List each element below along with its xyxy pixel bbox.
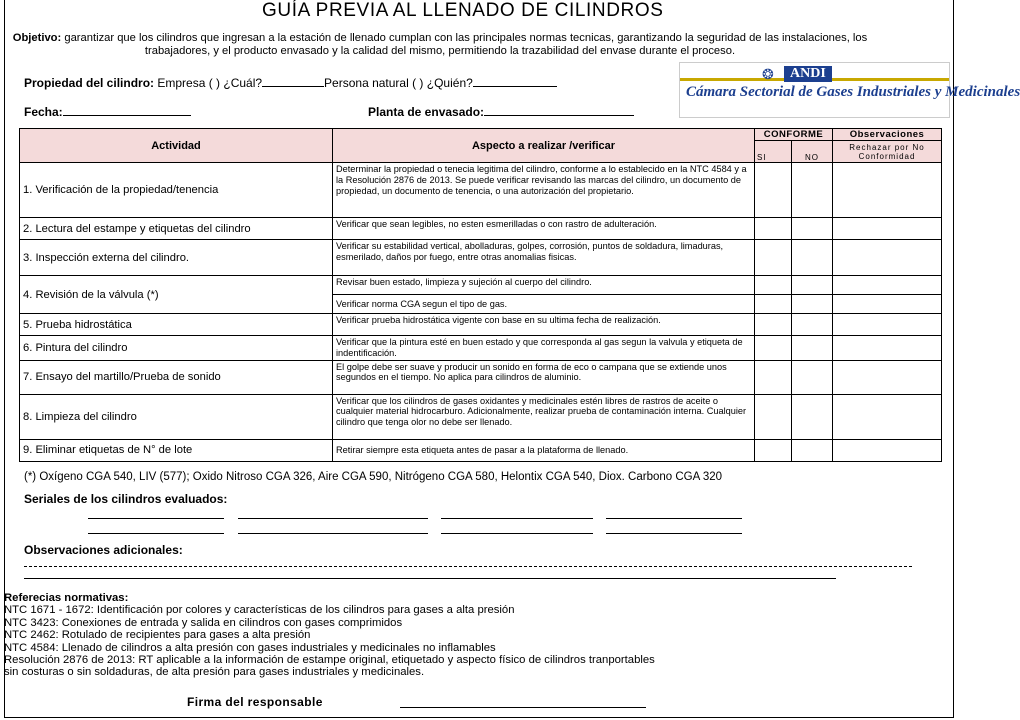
valve-footnote: (*) Oxígeno CGA 540, LIV (577); Oxido Nitroso CGA 326, Aire CGA 590, Nitrógeno CGA 580, Helontix CGA 540, Diox. Carbono CGA 320 — [24, 471, 723, 483]
no-checkbox[interactable] — [792, 314, 833, 336]
table-row — [20, 439, 942, 461]
ownership-label: Propiedad del cilindro: — [24, 76, 155, 90]
aspect-cell: El golpe debe ser suave y producir un sonido en forma de eco o campana que se extiende unos segundos en el tiempo. No aplica para cilindros de aluminio. — [333, 360, 755, 394]
table-row — [20, 218, 942, 240]
objective-label: Objetivo: — [12, 32, 62, 44]
observation-cell[interactable] — [833, 295, 942, 314]
si-checkbox[interactable] — [755, 336, 792, 361]
reference-item: NTC 4584: Llenado de cilindros a alta presión con gases industriales y medicinales no inflamables — [4, 641, 496, 654]
table-row — [20, 360, 942, 394]
ownership-person-label: Persona natural ( ) ¿Quién? — [324, 76, 473, 90]
serials-label: Seriales de los cilindros evaluados: — [24, 492, 228, 506]
andi-logo — [679, 62, 1020, 118]
observation-cell[interactable] — [833, 163, 942, 218]
si-checkbox[interactable] — [755, 314, 792, 336]
observation-cell[interactable] — [833, 439, 942, 461]
no-checkbox[interactable] — [792, 439, 833, 461]
serial-field[interactable] — [606, 533, 742, 534]
observation-cell[interactable] — [833, 240, 942, 276]
activity-cell: 1. Verificación de la propiedad/tenencia — [20, 163, 333, 218]
header-aspect: Aspecto a realizar /verificar — [333, 129, 755, 163]
plant-row — [368, 105, 634, 119]
checklist-table — [19, 128, 942, 462]
aspect-cell: Revisar buen estado, limpieza y sujeción al cuerpo del cilindro. — [333, 276, 755, 295]
references-title: Referecias normativas: — [4, 592, 129, 604]
date-label: Fecha: — [24, 105, 63, 119]
no-checkbox[interactable] — [792, 295, 833, 314]
si-checkbox[interactable] — [755, 295, 792, 314]
observations-label: Observaciones adicionales: — [24, 543, 183, 557]
observation-cell[interactable] — [833, 360, 942, 394]
aspect-cell: Verificar que los cilindros de gases oxidantes y medicinales estén libres de rastros de aceite o cualquier material hidrocarburo. Adicionalmente, realizar prueba de contaminación interna. Cualquier cilindro que tenga olor no debe ser llenado. — [333, 394, 755, 439]
serial-field[interactable] — [441, 533, 593, 534]
activity-cell: 5. Prueba hidrostática — [20, 314, 333, 336]
plant-field[interactable] — [484, 115, 634, 116]
observation-cell[interactable] — [833, 276, 942, 295]
header-si: SI — [755, 141, 792, 163]
serial-field[interactable] — [88, 533, 224, 534]
aspect-cell: Determinar la propiedad o tenecia legitima del cilindro, conforme a lo establecido en la NTC 4584 y a la Resolución 2876 de 2013. Se puede verificar revisando las marcas del cilindro, un documento de propiedad, un documento de tenencia, o una autorización del propietario. — [333, 163, 755, 218]
logo-brand: ANDI — [784, 66, 832, 82]
aspect-cell: Retirar siempre esta etiqueta antes de pasar a la plataforma de llenado. — [333, 439, 755, 461]
header-no: NO — [792, 141, 833, 163]
header-conform: CONFORME — [755, 129, 833, 141]
reference-item: Resolución 2876 de 2013: RT aplicable a la información de estampe original, etiquetado y aspecto físico de cilindros tranportables — [4, 654, 655, 667]
activity-cell: 4. Revisión de la válvula (*) — [20, 276, 333, 314]
reference-item: NTC 2462: Rotulado de recipientes para gases a alta presión — [4, 629, 311, 642]
table-row — [20, 276, 942, 295]
references-block — [4, 592, 655, 679]
plant-label: Planta de envasado: — [368, 105, 485, 119]
activity-cell: 6. Pintura del cilindro — [20, 336, 333, 361]
table-row — [20, 314, 942, 336]
si-checkbox[interactable] — [755, 218, 792, 240]
observations-field[interactable] — [24, 578, 836, 579]
activity-cell: 8. Limpieza del cilindro — [20, 394, 333, 439]
signature-field[interactable] — [400, 707, 646, 708]
date-row — [24, 105, 191, 119]
observations-field[interactable] — [24, 566, 912, 567]
no-checkbox[interactable] — [792, 240, 833, 276]
observation-cell[interactable] — [833, 394, 942, 439]
reference-item: NTC 1671 - 1672: Identificación por colores y características de los cilindros para gases a alta presión — [4, 604, 515, 617]
table-row — [20, 394, 942, 439]
no-checkbox[interactable] — [792, 276, 833, 295]
reference-item: NTC 3423: Conexiones de entrada y salida en cilindros con gases comprimidos — [4, 616, 403, 629]
observation-cell[interactable] — [833, 314, 942, 336]
aspect-cell: Verificar su estabilidad vertical, abolladuras, golpes, corrosión, puntos de soldadura, limaduras, esmerilado, daños por fuego, entre otras anomalias fisicas. — [333, 240, 755, 276]
table-row — [20, 336, 942, 361]
si-checkbox[interactable] — [755, 360, 792, 394]
si-checkbox[interactable] — [755, 276, 792, 295]
person-name-field[interactable] — [473, 86, 557, 87]
activity-cell: 3. Inspección externa del cilindro. — [20, 240, 333, 276]
si-checkbox[interactable] — [755, 439, 792, 461]
header-activity: Actividad — [20, 129, 333, 163]
objective-paragraph — [0, 32, 880, 58]
header-reject: Rechazar por No Conformidad — [833, 141, 942, 163]
aspect-cell: Verificar norma CGA segun el tipo de gas. — [333, 295, 755, 314]
signature-label: Firma del responsable — [187, 695, 323, 709]
document-title: GUÍA PREVIA AL LLENADO DE CILINDROS — [262, 0, 664, 21]
logo-swirl-icon: ❂ — [762, 66, 774, 82]
activity-cell: 7. Ensayo del martillo/Prueba de sonido — [20, 360, 333, 394]
no-checkbox[interactable] — [792, 163, 833, 218]
activity-cell: 2. Lectura del estampe y etiquetas del cilindro — [20, 218, 333, 240]
no-checkbox[interactable] — [792, 360, 833, 394]
activity-cell: 9. Eliminar etiquetas de N° de lote — [20, 439, 333, 461]
header-observations: Observaciones — [833, 129, 942, 141]
no-checkbox[interactable] — [792, 394, 833, 439]
table-row — [20, 163, 942, 218]
aspect-cell: Verificar prueba hidrostática vigente con base en su ultima fecha de realización. — [333, 314, 755, 336]
aspect-cell: Verificar que sean legibles, no esten esmerilladas o con rastro de adulteración. — [333, 218, 755, 240]
no-checkbox[interactable] — [792, 336, 833, 361]
si-checkbox[interactable] — [755, 163, 792, 218]
objective-text: garantizar que los cilindros que ingresan a la estación de llenado cumplan con las principales normas tecnicas, garantizando la seguridad de las instalaciones, los trabajadores, y el producto envasado y la calidad del mismo, permitiendo la trazabilidad del envase durante el proceso. — [61, 32, 868, 57]
table-row — [20, 240, 942, 276]
no-checkbox[interactable] — [792, 218, 833, 240]
observation-cell[interactable] — [833, 218, 942, 240]
si-checkbox[interactable] — [755, 394, 792, 439]
aspect-cell: Verificar que la pintura esté en buen estado y que corresponda al gas segun la valvula y etiqueta de indentificación. — [333, 336, 755, 361]
serial-field[interactable] — [238, 518, 428, 519]
logo-text: Cámara Sectorial de Gases Industriales y Medicinales — [686, 84, 1020, 100]
ownership-row — [24, 76, 557, 90]
serial-field[interactable] — [88, 518, 224, 519]
company-name-field[interactable] — [262, 86, 324, 87]
serial-field[interactable] — [606, 518, 742, 519]
observation-cell[interactable] — [833, 336, 942, 361]
si-checkbox[interactable] — [755, 240, 792, 276]
serial-field[interactable] — [441, 518, 593, 519]
reference-item: sin costuras o sin soldaduras, de alta presión para gases industriales y medicinales. — [4, 666, 425, 679]
ownership-company-label: Empresa ( ) ¿Cuál? — [154, 76, 263, 90]
date-field[interactable] — [63, 115, 191, 116]
serial-field[interactable] — [238, 533, 428, 534]
